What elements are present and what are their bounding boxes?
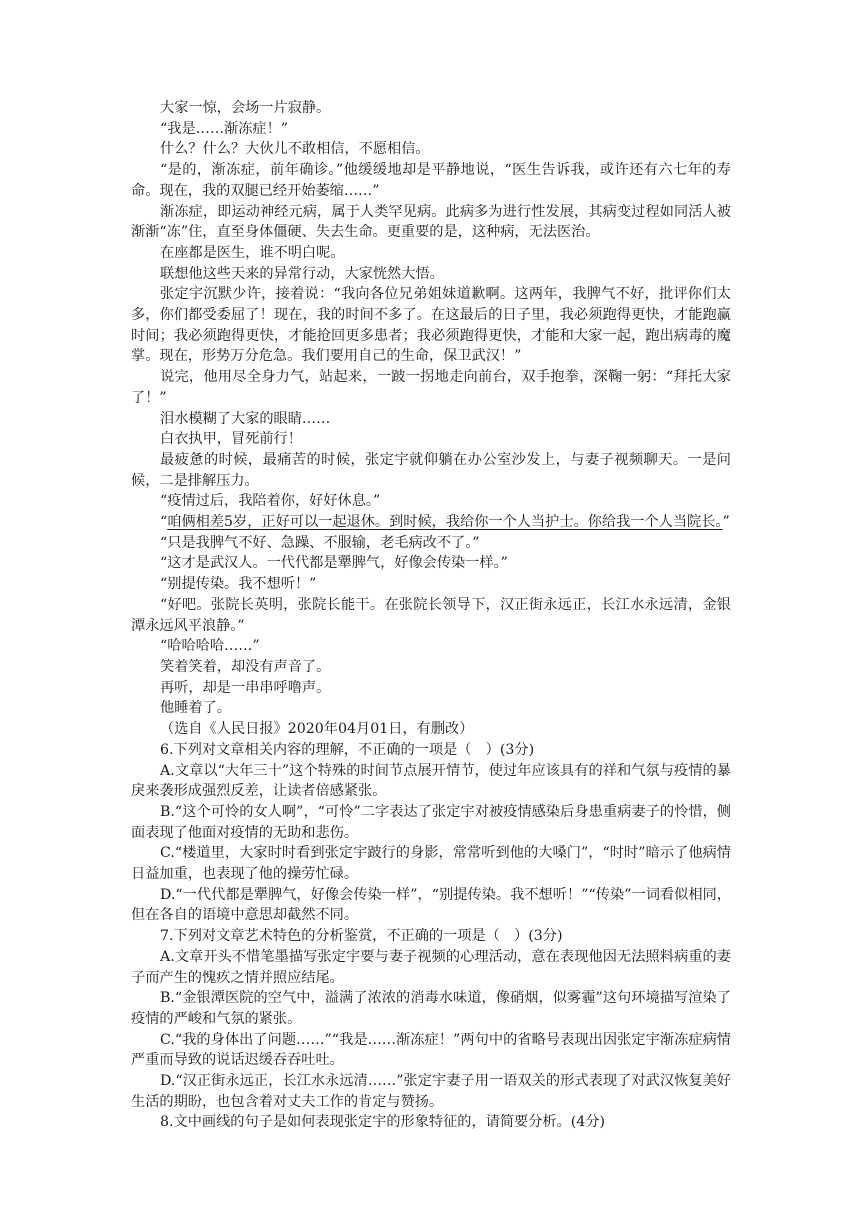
question-7: 7.下列对文章艺术特色的分析鉴赏，不正确的一项是（ ）(3分) [160, 928, 563, 945]
paragraph: “是的，渐冻症，前年确诊。”他缓缓地却是平静地说，“医生告诉我，或许还有六七年的寿命。现在，我的双腿已经开始萎缩……” [131, 162, 731, 199]
paragraph: “疫情过后，我陪着你，好好休息。” [160, 493, 381, 510]
paragraph: 张定宇沉默少许，接着说：“我向各位兄弟姐妹道歉啊。这两年，我脾气不好，批评你们太多，你们都受委屈了！现在，我的时间不多了。在这最后的日子里，我必须跑得更快，才能跑赢时间；我必须跑得更快，才能抢回更多患者；我必须跑得更快，才能和大家一起，跑出病毒的魔掌。现在，形势万分危急。我们要用自己的生命，保卫武汉！” [131, 286, 731, 365]
question-7-option-a: A.文章开头不惜笔墨描写张定宇要与妻子视频的心理活动，意在表现他因无法照料病重的妻子而产生的愧疚之情并照应结尾。 [131, 948, 731, 986]
question-8: 8.文中画线的句子是如何表现张定宇的形象特征的，请简要分析。(4分) [160, 1114, 606, 1131]
close-quote: ” [722, 514, 730, 531]
article-page [131, 98, 731, 1133]
paragraph: 再听，却是一串串呼噜声。 [160, 679, 331, 696]
paragraph: 说完，他用尽全身力气，站起来，一跛一拐地走向前台，双手抱拳，深鞠一躬：“拜托大家了！” [131, 369, 731, 406]
open-quote: “ [160, 514, 168, 531]
paragraph: “哈哈哈哈……” [160, 638, 260, 655]
question-6-option-c: C.“楼道里，大家时时看到张定宇跛行的身影，常常听到他的大嗓门”，“时时”暗示了他病情日益加重，也表现了他的操劳忙碌。 [131, 845, 731, 883]
paragraph: 什么？什么？大伙儿不敢相信，不愿相信。 [160, 141, 430, 158]
underlined-sentence: 咱俩相差5岁，正好可以一起退休。到时候，我给你一个人当护士。你给我一个人当院长。 [167, 514, 723, 531]
question-6: 6.下列对文章相关内容的理解，不正确的一项是（ ）(3分) [160, 741, 535, 758]
paragraph: 最疲惫的时候，最痛苦的时候，张定宇就仰躺在办公室沙发上，与妻子视频聊天。一是问候，二是排解压力。 [131, 451, 731, 489]
question-6-option-a: A.文章以“大年三十”这个特殊的时间节点展开情节，使过年应该具有的祥和气氛与疫情的暴戾来袭形成强烈反差，让读者倍感紧张。 [131, 762, 731, 800]
question-7-option-d: D.“汉正街永远正，长江水永远清……”张定宇妻子用一语双关的形式表现了对武汉恢复美好生活的期盼，也包含着对丈夫工作的肯定与赞扬。 [131, 1073, 731, 1110]
paragraph: “别提传染。我不想听！” [160, 576, 317, 593]
underlined-paragraph [131, 512, 731, 533]
paragraph: 渐冻症，即运动神经元病，属于人类罕见病。此病多为进行性发展，其病变过程如同活人被渐渐“冻”住，直至身体僵硬、失去生命。更重要的是，这种病，无法医治。 [131, 203, 731, 241]
question-6-option-d: D.“一代代都是犟脾气，好像会传染一样”，“别提传染。我不想听！”“传染”一词看似相同，但在各自的语境中意思却截然不同。 [131, 886, 731, 924]
question-6-option-b: B.“这个可怜的女人啊”，“可怜”二字表达了张定宇对被疫情感染后身患重病妻子的怜惜，侧面表现了他面对疫情的无助和悲伤。 [131, 803, 731, 841]
paragraph: “只是我脾气不好、急躁、不服输，老毛病改不了。” [160, 534, 480, 551]
paragraph: 在座都是医生，谁不明白呢。 [160, 244, 345, 261]
paragraph: 白衣执甲，冒死前行！ [160, 431, 302, 448]
paragraph: 泪水模糊了大家的眼睛…… [160, 410, 331, 427]
paragraph: 大家一惊，会场一片寂静。 [160, 100, 331, 116]
paragraph: 他睡着了。 [160, 700, 231, 717]
paragraph: “好吧。张院长英明，张院长能干。在张院长领导下，汉正街永远正，长江水永远清，金银潭永远风平浪静。” [131, 596, 731, 634]
paragraph: 笑着笑着，却没有声音了。 [160, 658, 331, 675]
paragraph: 联想他这些天来的异常行动，大家恍然大悟。 [160, 265, 444, 282]
source-note: （选自《人民日报》2020年04月01日，有删改） [160, 721, 474, 738]
paragraph: “我是……渐冻症！” [160, 120, 289, 137]
paragraph: “这才是武汉人。一代代都是犟脾气，好像会传染一样。” [160, 555, 508, 572]
question-7-option-c: C.“我的身体出了问题……”“我是……渐冻症！”两句中的省略号表现出因张定宇渐冻症病情严重而导致的说话迟缓吞吞吐吐。 [131, 1031, 731, 1069]
question-7-option-b: B.“金银潭医院的空气中，溢满了浓浓的消毒水味道，像硝烟，似雾霾”这句环境描写渲染了疫情的严峻和气氛的紧张。 [131, 990, 731, 1027]
